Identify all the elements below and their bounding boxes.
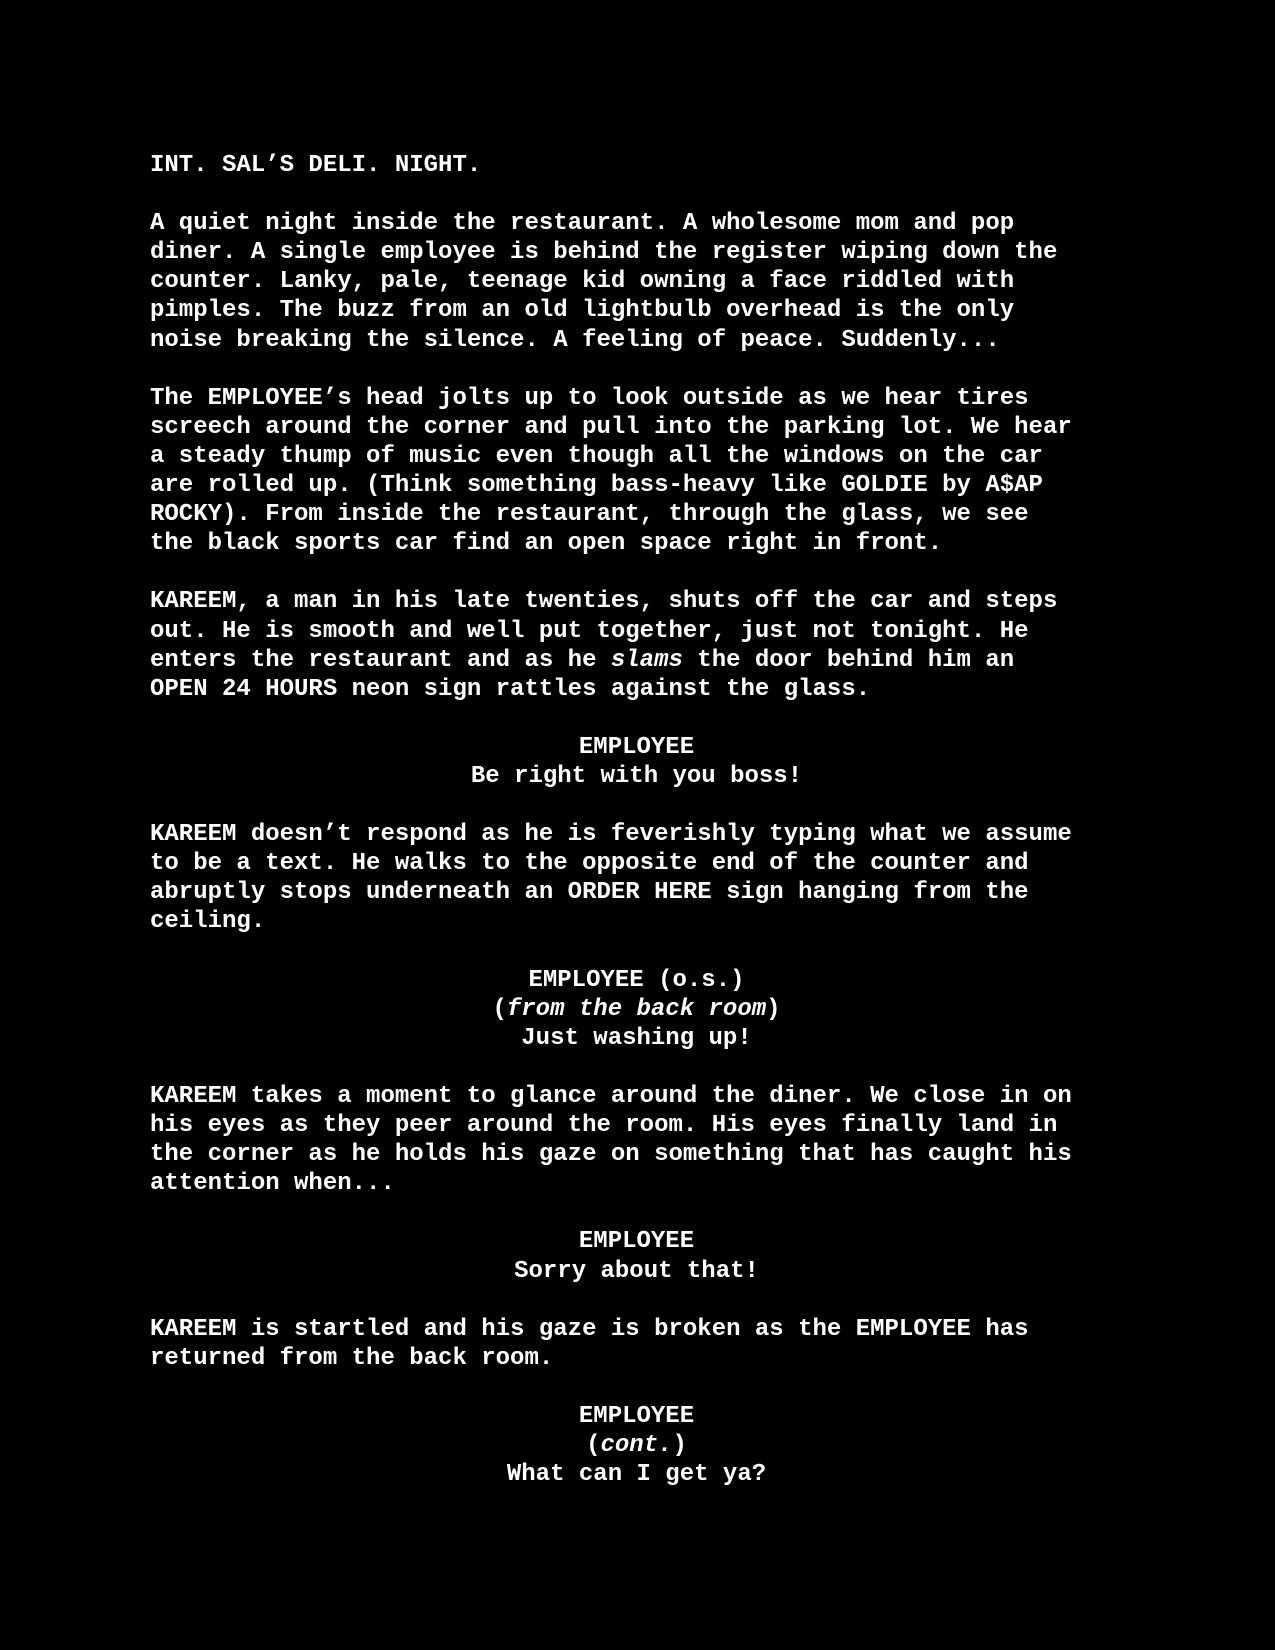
- character-name: EMPLOYEE (o.s.): [528, 966, 745, 994]
- action-line: out. He is smooth and well put together, just not tonight. He: [150, 617, 1029, 645]
- paren-close: ): [766, 995, 781, 1023]
- paren-close: ): [672, 1432, 687, 1460]
- action-line: OPEN 24 HOURS neon sign rattles against the glass.: [150, 675, 871, 703]
- action-line: to be a text. He walks to the opposite end of the counter and: [150, 850, 1029, 878]
- action-line: counter. Lanky, pale, teenage kid owning a face riddled with: [150, 268, 1015, 296]
- action-paragraph-6: [150, 1315, 1150, 1373]
- action-line: attention when...: [150, 1170, 395, 1198]
- dialogue-block-2: [150, 966, 1150, 1053]
- action-line: pimples. The buzz from an old lightbulb overhead is the only: [150, 297, 1015, 325]
- spacer: [150, 1198, 1150, 1227]
- action-paragraph-5: [150, 1082, 1150, 1198]
- dialogue-block-3: [150, 1227, 1150, 1285]
- spacer: [150, 791, 1150, 820]
- action-line: screech around the corner and pull into the parking lot. We hear: [150, 413, 1072, 441]
- action-line: KAREEM, a man in his late twenties, shuts off the car and steps: [150, 588, 1058, 616]
- screenplay-page: [150, 151, 1150, 1489]
- parenthetical: [150, 995, 1123, 1024]
- action-paragraph-4: [150, 820, 1150, 936]
- paren-open: (: [492, 995, 507, 1023]
- action-line: A quiet night inside the restaurant. A wholesome mom and pop: [150, 210, 1015, 238]
- dialogue-block-4: [150, 1402, 1150, 1489]
- action-line: the black sports car find an open space right in front.: [150, 530, 943, 558]
- dialogue-line: What can I get ya?: [506, 1461, 767, 1489]
- action-line: abruptly stops underneath an ORDER HERE sign hanging from the: [150, 879, 1029, 907]
- action-line: The EMPLOYEE’s head jolts up to look outside as we hear tires: [150, 384, 1029, 412]
- scene-heading: INT. SAL’S DELI. NIGHT.: [150, 152, 482, 179]
- action-line: diner. A single employee is behind the register wiping down the: [150, 239, 1058, 267]
- dialogue-line: Sorry about that!: [514, 1257, 759, 1285]
- spacer: [150, 704, 1150, 733]
- action-line: are rolled up. (Think something bass-heavy like GOLDIE by A$AP: [150, 472, 1043, 500]
- parenthetical: [150, 1431, 1123, 1460]
- action-line: KAREEM doesn’t respond as he is feverishly typing what we assume: [150, 821, 1072, 849]
- character-name: EMPLOYEE: [578, 1403, 695, 1431]
- action-text: enters the restaurant and as he: [150, 646, 611, 674]
- action-paragraph-3: [150, 587, 1150, 703]
- action-paragraph-1: [150, 209, 1150, 354]
- action-line: [150, 646, 1150, 675]
- spacer: [150, 355, 1150, 384]
- action-line: a steady thump of music even though all the windows on the car: [150, 442, 1043, 470]
- action-line: the corner as he holds his gaze on something that has caught his: [150, 1141, 1072, 1169]
- spacer: [150, 1373, 1150, 1402]
- parenthetical-text: cont.: [600, 1432, 673, 1460]
- character-name: EMPLOYEE: [578, 1228, 695, 1256]
- parenthetical-text: from the back room: [506, 995, 767, 1023]
- spacer: [150, 1286, 1150, 1315]
- spacer: [150, 937, 1150, 966]
- action-line: returned from the back room.: [150, 1344, 554, 1372]
- action-paragraph-2: [150, 384, 1150, 559]
- emphasis-text: slams: [610, 646, 683, 674]
- paren-open: (: [586, 1432, 601, 1460]
- spacer: [150, 180, 1150, 209]
- action-line: ROCKY). From inside the restaurant, through the glass, we see: [150, 501, 1029, 529]
- action-line: KAREEM is startled and his gaze is broken as the EMPLOYEE has: [150, 1315, 1029, 1343]
- dialogue-line: Just washing up!: [521, 1024, 752, 1052]
- spacer: [150, 1053, 1150, 1082]
- dialogue-line: Be right with you boss!: [470, 762, 803, 790]
- action-line: noise breaking the silence. A feeling of peace. Suddenly...: [150, 326, 1000, 354]
- action-line: ceiling.: [150, 908, 266, 936]
- action-line: KAREEM takes a moment to glance around the diner. We close in on: [150, 1083, 1072, 1110]
- action-text: the door behind him an: [682, 646, 1015, 674]
- spacer: [150, 558, 1150, 587]
- action-line: his eyes as they peer around the room. His eyes finally land in: [150, 1112, 1058, 1140]
- character-name: EMPLOYEE: [578, 733, 695, 761]
- dialogue-block-1: [150, 733, 1150, 791]
